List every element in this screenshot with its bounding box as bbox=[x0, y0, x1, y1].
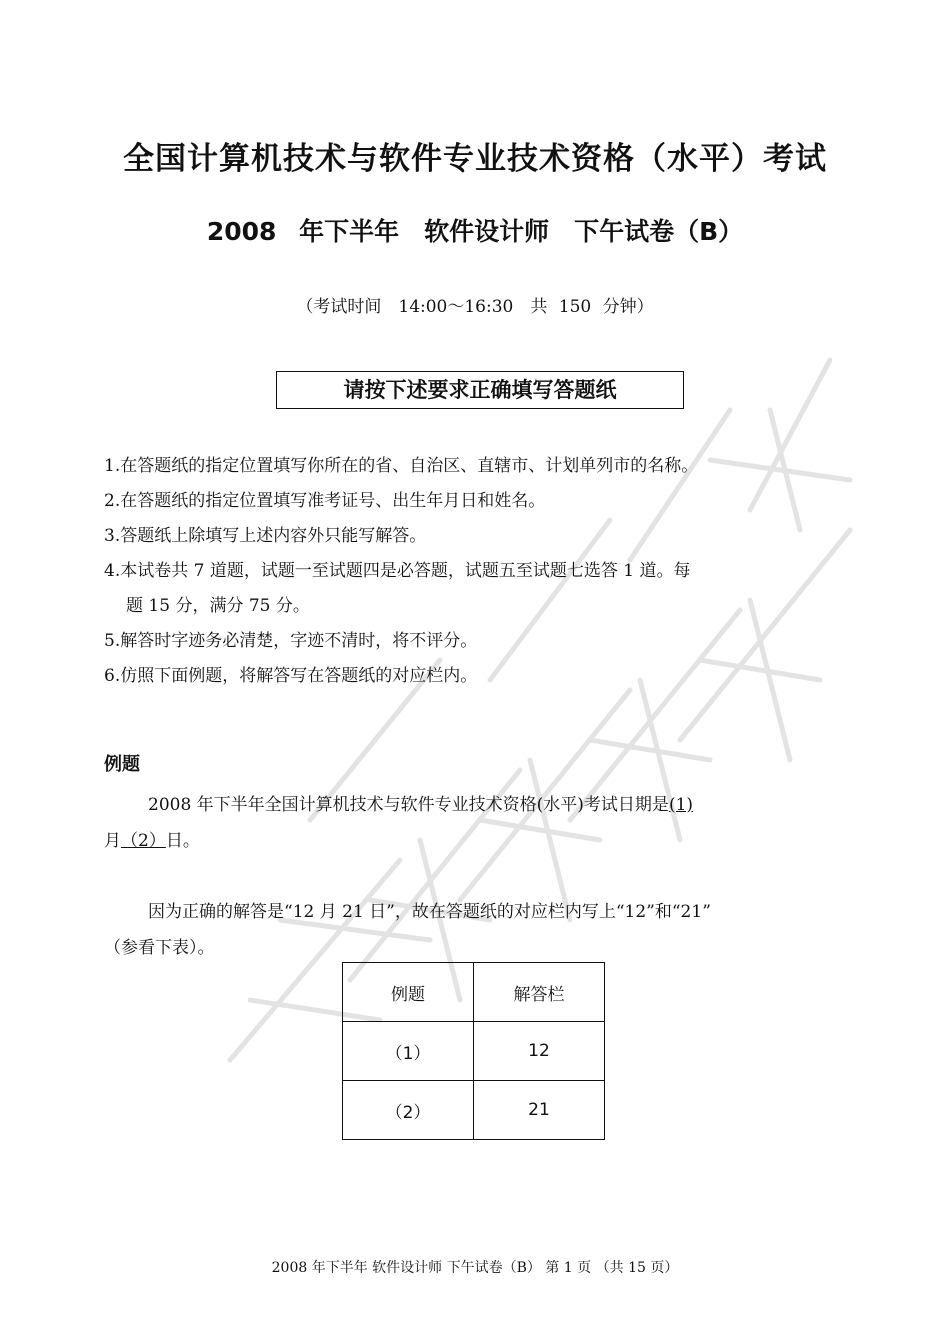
example-explanation bbox=[104, 894, 860, 966]
example-text: 2008 年下半年全国计算机技术与软件专业技术资格(水平)考试日期是 bbox=[148, 795, 669, 815]
table-cell: （1） bbox=[343, 1022, 474, 1081]
example-heading: 例题 bbox=[104, 754, 140, 775]
instruction-item bbox=[104, 629, 864, 653]
instruction-list bbox=[104, 454, 864, 699]
instruction-item bbox=[104, 664, 864, 688]
example-line-1 bbox=[104, 787, 856, 823]
answer-table bbox=[342, 962, 605, 1140]
instruction-text: 在答题纸的指定位置填写你所在的省、自治区、直辖市、计划单列市的名称。 bbox=[120, 456, 699, 476]
instruction-continuation: 题 15 分，满分 75 分。 bbox=[126, 596, 310, 616]
instruction-text: 答题纸上除填写上述内容外只能写解答。 bbox=[120, 526, 427, 546]
example-line-2 bbox=[104, 823, 856, 859]
exam-subtitle: 2008 年下半年 软件设计师 下午试卷（B） bbox=[206, 217, 744, 246]
table-header-cell: 例题 bbox=[343, 963, 474, 1022]
blank-1: (1) bbox=[668, 795, 694, 815]
table-cell: 12 bbox=[474, 1022, 605, 1081]
table-cell: （2） bbox=[343, 1081, 474, 1140]
instruction-number: 1. bbox=[104, 456, 121, 476]
instruction-text: 解答时字迹务必清楚，字迹不清时，将不评分。 bbox=[120, 631, 478, 651]
example-text: 月 bbox=[104, 831, 121, 851]
blank-2: （2） bbox=[121, 831, 166, 851]
instruction-text: 在答题纸的指定位置填写准考证号、出生年月日和姓名。 bbox=[120, 491, 546, 511]
example-text: 日。 bbox=[165, 831, 200, 851]
table-header-row bbox=[343, 963, 605, 1022]
table-cell: 21 bbox=[474, 1081, 605, 1140]
instruction-item bbox=[104, 524, 864, 548]
instruction-item bbox=[104, 489, 864, 513]
instruction-text: 本试卷共 7 道题，试题一至试题四是必答题，试题五至试题七选答 1 道。每 bbox=[120, 561, 691, 581]
notice-heading: 请按下述要求正确填写答题纸 bbox=[343, 378, 617, 402]
instruction-number: 4. bbox=[104, 561, 121, 581]
exam-time-info: （考试时间 14:00～16:30 共 150 分钟） bbox=[296, 297, 654, 317]
exam-title: 全国计算机技术与软件专业技术资格（水平）考试 bbox=[123, 141, 827, 177]
table-row bbox=[343, 1022, 605, 1081]
page-footer: 2008 年下半年 软件设计师 下午试卷（B） 第 1 页 （共 15 页） bbox=[271, 1260, 679, 1276]
instruction-number: 5. bbox=[104, 631, 121, 651]
notice-heading-box bbox=[276, 371, 684, 409]
table-row bbox=[343, 1081, 605, 1140]
explanation-line-1: 因为正确的解答是“12 月 21 日”，故在答题纸的对应栏内写上“12”和“21” bbox=[148, 902, 711, 922]
table-header-cell: 解答栏 bbox=[474, 963, 605, 1022]
instruction-number: 2. bbox=[104, 491, 121, 511]
instruction-text: 仿照下面例题，将解答写在答题纸的对应栏内。 bbox=[120, 666, 478, 686]
example-question bbox=[104, 787, 856, 859]
instruction-number: 3. bbox=[104, 526, 121, 546]
explanation-line-2: （参看下表）。 bbox=[104, 938, 215, 958]
instruction-number: 6. bbox=[104, 666, 121, 686]
instruction-item bbox=[104, 454, 864, 478]
instruction-item bbox=[104, 559, 864, 618]
